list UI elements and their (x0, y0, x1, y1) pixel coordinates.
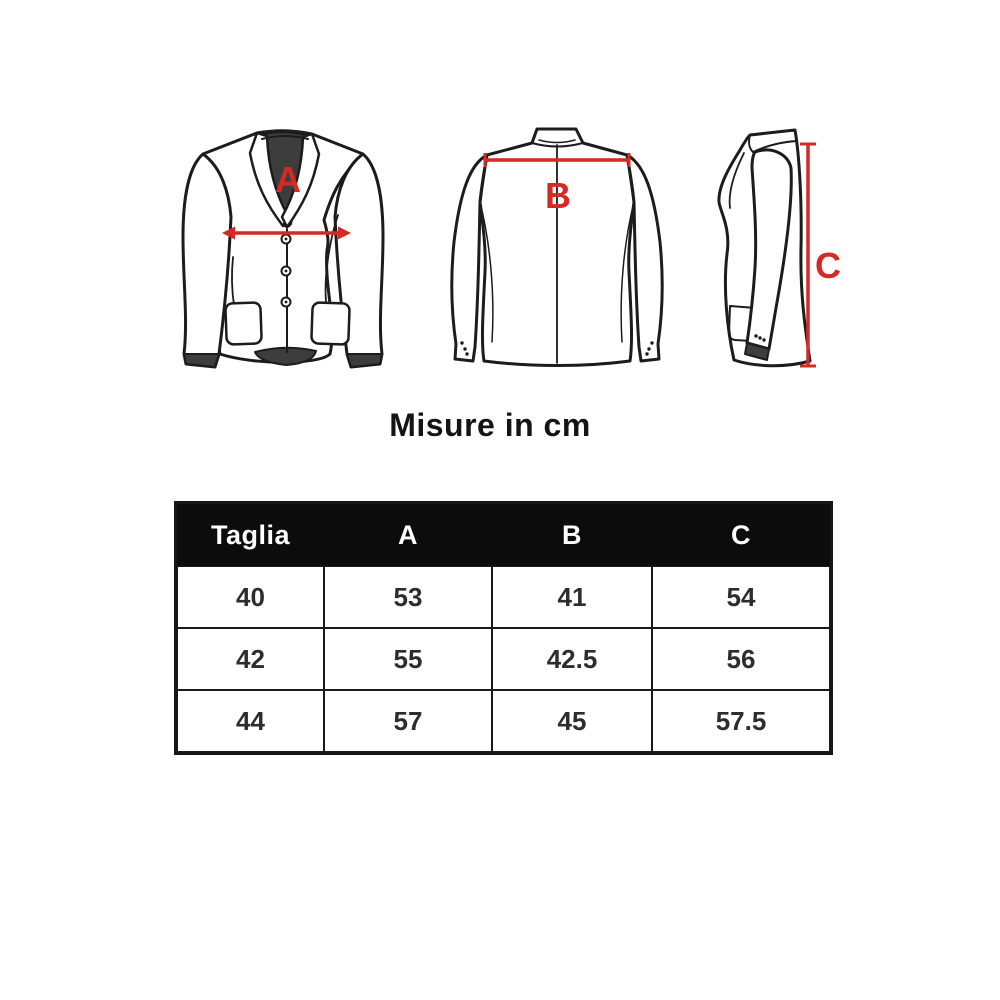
measurement-label-b: B (545, 175, 571, 216)
table-row (177, 628, 830, 690)
size-cell: 41 (492, 566, 652, 628)
table-row (177, 566, 830, 628)
jacket-side-outline (719, 130, 810, 366)
size-cell: 55 (324, 628, 492, 690)
measurement-label-a: A (275, 159, 301, 200)
size-cell: 57.5 (652, 690, 830, 752)
size-cell: 44 (177, 690, 324, 752)
size-cell: 45 (492, 690, 652, 752)
size-cell: 56 (652, 628, 830, 690)
page-title: Misure in cm (389, 407, 591, 443)
size-table-header (177, 504, 830, 566)
table-row (177, 690, 830, 752)
column-header-b: B (492, 504, 652, 566)
size-table (174, 501, 833, 755)
column-header-a: A (324, 504, 492, 566)
jacket-back-illustration (440, 112, 675, 377)
column-header-c: C (652, 504, 830, 566)
jacket-front-illustration (163, 102, 403, 392)
jacket-back-outline (452, 129, 662, 366)
size-table-body (177, 566, 830, 752)
size-cell: 53 (324, 566, 492, 628)
size-cell: 54 (652, 566, 830, 628)
size-cell: 42 (177, 628, 324, 690)
jacket-side-illustration (700, 108, 860, 388)
size-cell: 57 (324, 690, 492, 752)
header-row (177, 504, 830, 566)
size-cell: 42.5 (492, 628, 652, 690)
size-cell: 40 (177, 566, 324, 628)
column-header-taglia: Taglia (177, 504, 324, 566)
measurement-label-c: C (815, 245, 841, 286)
